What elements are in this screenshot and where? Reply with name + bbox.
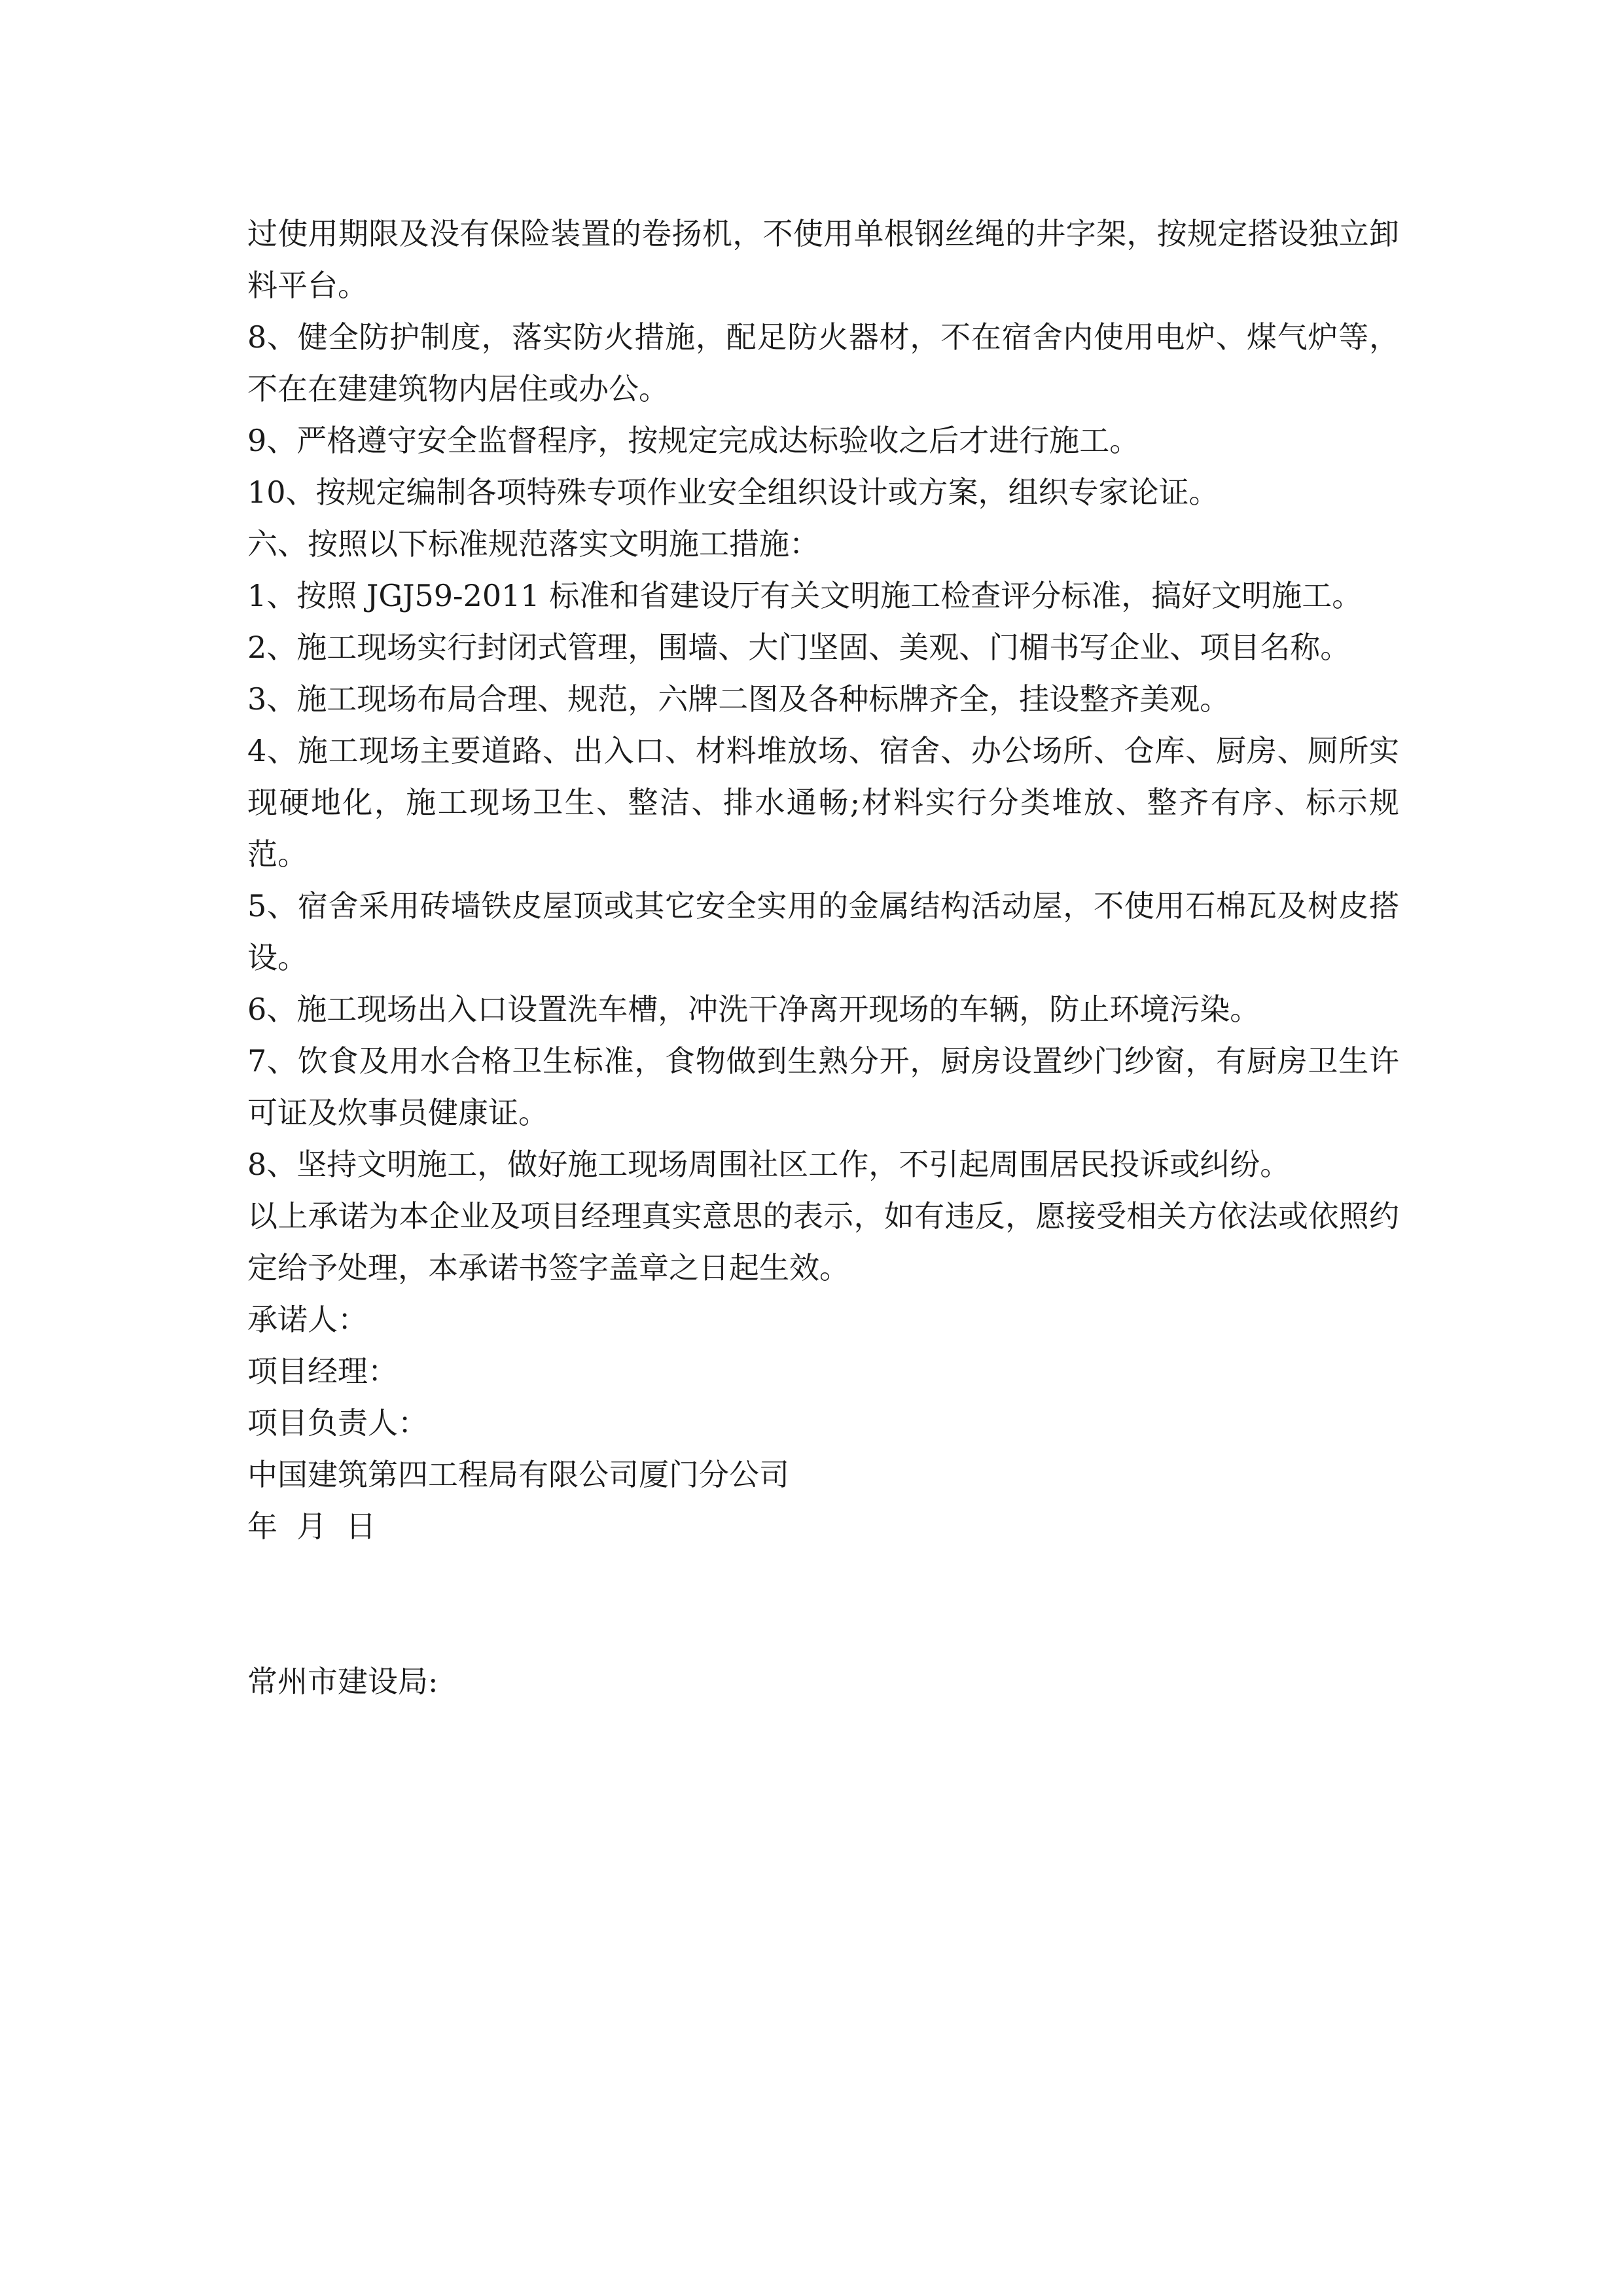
signature-project-leader: 项目负责人： [247,1405,428,1441]
paragraph-item-10-plans: 10、按规定编制各项特殊专项作业安全组织设计或方案，组织专家论证。 [247,475,1219,510]
paragraph-item-6-car-wash: 6、施工现场出入口设置洗车槽，冲洗干净离开现场的车辆，防止环境污染。 [247,992,1260,1027]
paragraph-continued-hoist: 过使用期限及没有保险装置的卷扬机，不使用单根钢丝绳的井字架，按规定搭设独立卸料平台。 [247,216,1399,303]
paragraph-commitment-statement: 以上承诺为本企业及项目经理真实意思的表示，如有违反，愿接受相关方依法或依照约定给予处理，本承诺书签字盖章之日起生效。 [247,1198,1399,1285]
paragraph-item-5-dormitory: 5、宿舍采用砖墙铁皮屋顶或其它安全实用的金属结构活动屋，不使用石棉瓦及树皮搭设。 [247,888,1399,975]
paragraph-item-8-fire: 8、健全防护制度，落实防火措施，配足防火器材，不在宿舍内使用电炉、煤气炉等，不在在建建筑物内居住或办公。 [247,319,1399,406]
signature-company: 中国建筑第四工程局有限公司厦门分公司 [247,1457,789,1492]
paragraph-item-4-hardening: 4、施工现场主要道路、出入口、材料堆放场、宿舍、办公场所、仓库、厨房、厕所实现硬地化，施工现场卫生、整洁、排水通畅;材料实行分类堆放、整齐有序、标示规范。 [247,733,1399,872]
paragraph-item-8-community: 8、坚持文明施工，做好施工现场周围社区工作，不引起周围居民投诉或纠纷。 [247,1147,1291,1182]
signature-promisor: 承诺人： [247,1302,368,1337]
blank-gap [247,1552,1399,1656]
document-body [247,208,1399,1708]
paragraph-item-1-standard: 1、按照 JGJ59-2011 标准和省建设厅有关文明施工检查评分标准，搞好文明施工。 [247,578,1363,613]
paragraph-item-7-food-hygiene: 7、饮食及用水合格卫生标准，食物做到生熟分开，厨房设置纱门纱窗，有厨房卫生许可证及炊事员健康证。 [247,1043,1399,1130]
paragraph-item-9-supervision: 9、严格遵守安全监督程序，按规定完成达标验收之后才进行施工。 [247,423,1140,458]
signature-project-manager: 项目经理： [247,1354,398,1389]
paragraph-item-3-layout: 3、施工现场布局合理、规范，六牌二图及各种标牌齐全，挂设整齐美观。 [247,681,1230,717]
section-heading-civilized-construction: 六、按照以下标准规范落实文明施工措施： [247,526,819,562]
signature-date: 年 月 日 [247,1509,376,1544]
addressee-line: 常州市建设局: [247,1664,438,1699]
paragraph-item-2-enclosure: 2、施工现场实行封闭式管理，围墙、大门坚固、美观、门楣书写企业、项目名称。 [247,630,1351,665]
